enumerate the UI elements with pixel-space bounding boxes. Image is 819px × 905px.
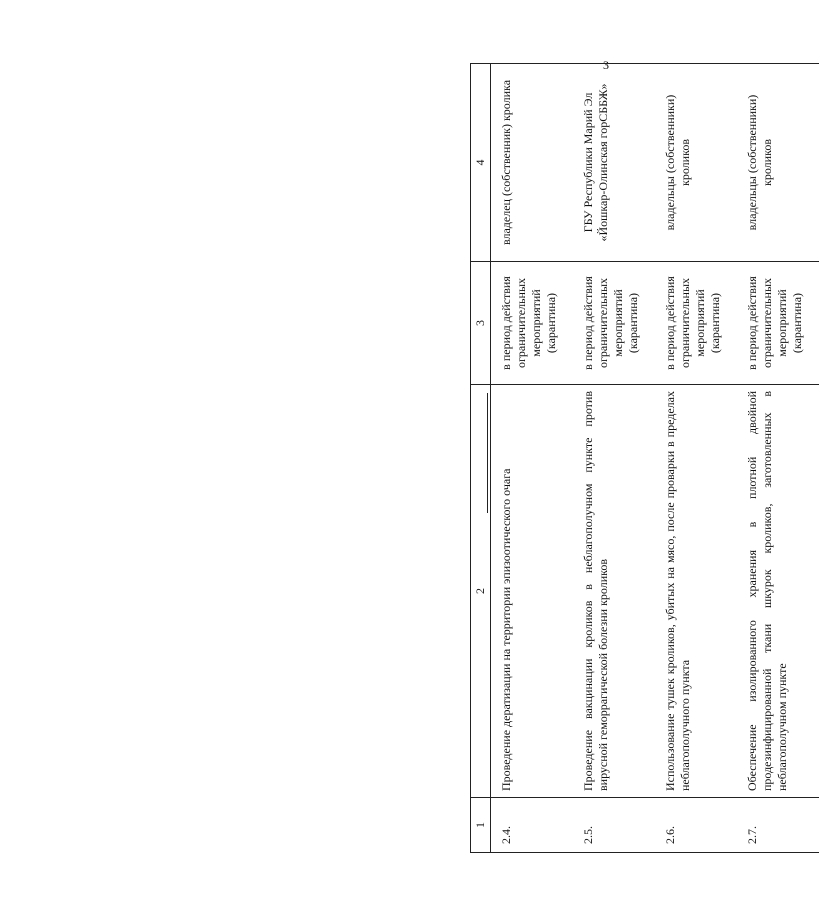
table-row bbox=[491, 64, 574, 853]
row-responsible: владелец (собственник) кролика bbox=[491, 64, 574, 262]
separator-line bbox=[487, 393, 488, 513]
table-row bbox=[737, 64, 819, 853]
row-term: в период действия ограничительных мероприятий (карантина) bbox=[573, 262, 655, 385]
row-term: в период действия ограничительных мероприятий (карантина) bbox=[491, 262, 574, 385]
page-number: 3 bbox=[603, 58, 609, 72]
row-action: Обеспечение изолированного хранения в плотной двойной продезинфицированной ткани шкурок кроликов, заготовленных в неблагополучном пункте bbox=[737, 385, 819, 798]
row-action: Использование тушек кроликов, убитых на мясо, после проварки в пределах неблагополучного пункта bbox=[655, 385, 737, 798]
measures-table bbox=[470, 63, 819, 853]
header-col-1: 1 bbox=[471, 798, 491, 853]
header-col-4: 4 bbox=[471, 64, 491, 262]
row-responsible: ГБУ Республики Марий Эл «Йошкар-Олинская горСББЖ» bbox=[573, 64, 655, 262]
header-col-3: 3 bbox=[471, 262, 491, 385]
row-action: Проведение дератизации на территории эпизоотического очага bbox=[491, 385, 574, 798]
row-responsible: владельцы (собственники) кроликов bbox=[655, 64, 737, 262]
header-col-2: 2 bbox=[471, 385, 491, 798]
row-term: в период действия ограничительных мероприятий (карантина) bbox=[737, 262, 819, 385]
row-number: 2.6. bbox=[655, 798, 737, 853]
table-row bbox=[573, 64, 655, 853]
row-number: 2.7. bbox=[737, 798, 819, 853]
row-term: в период действия ограничительных мероприятий (карантина) bbox=[655, 262, 737, 385]
row-action: Проведение вакцинации кроликов в неблагополучном пункте против вирусной геморрагической болезни кроликов bbox=[573, 385, 655, 798]
row-responsible: владельцы (собственники) кроликов bbox=[737, 64, 819, 262]
rotated-table-container bbox=[470, 63, 810, 853]
row-number: 2.4. bbox=[491, 798, 574, 853]
row-number: 2.5. bbox=[573, 798, 655, 853]
table-row bbox=[655, 64, 737, 853]
